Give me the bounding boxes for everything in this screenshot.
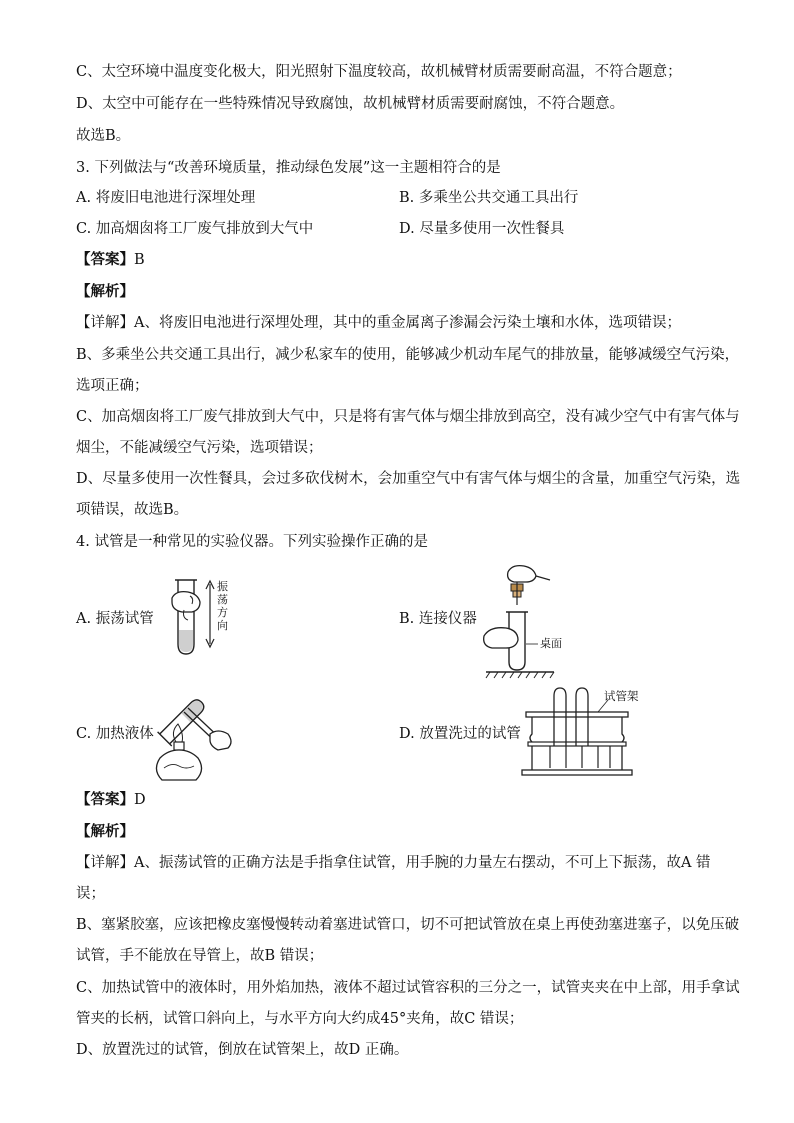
q4-answer — [76, 790, 146, 810]
q3-option-b: B. 多乘坐公共交通工具出行 — [399, 190, 579, 206]
q4-detail-line: 误； — [76, 886, 105, 902]
q4-analysis-label: 【解析】 — [76, 823, 134, 840]
q3-option-c: C. 加高烟囱将工厂废气排放到大气中 — [76, 221, 314, 237]
prev-option-d-explanation: D、太空中可能存在一些特殊情况导致腐蚀，故机械臂材质需要耐腐蚀，不符合题意。 — [76, 96, 625, 112]
q4-detail-line: 【详解】A、振荡试管的正确方法是手指拿住试管，用手腕的力量左右摆动，不可上下振荡，故A 错 — [76, 855, 711, 871]
q3-detail-line: 烟尘，不能减缓空气污染，选项错误； — [76, 440, 323, 456]
answer-label: 【答案】 — [76, 791, 134, 808]
q3-option-d: D. 尽量多使用一次性餐具 — [399, 221, 565, 237]
answer-label: 【答案】 — [76, 251, 134, 268]
q4-detail-line: D、放置洗过的试管，倒放在试管架上，故D 正确。 — [76, 1042, 409, 1058]
q3-detail-line: B、多乘坐公共交通工具出行，减少私家车的使用，能够减少机动车尾气的排放量，能够减缓空气污染， — [76, 347, 740, 363]
q3-analysis-label: 【解析】 — [76, 283, 134, 300]
answer-value: D — [134, 792, 146, 808]
q4-detail-line: B、塞紧胶塞，应该把橡皮塞慢慢转动着塞进试管口，切不可把试管放在桌上再使劲塞进塞子，以免压破 — [76, 917, 740, 933]
shake-direction-label: 振荡方向 — [217, 580, 228, 632]
prev-option-c-explanation: C、太空环境中温度变化极大，阳光照射下温度较高，故机械臂材质需要耐高温，不符合题意； — [76, 64, 682, 80]
q3-detail-line: D、尽量多使用一次性餐具，会过多砍伐树木，会加重空气中有害气体与烟尘的含量，加重空气污染，选 — [76, 471, 741, 487]
q3-answer — [76, 250, 145, 270]
answer-value: B — [134, 252, 145, 268]
q4-option-b: B. 连接仪器 — [399, 611, 477, 627]
q4-stem: 4. 试管是一种常见的实验仪器。下列实验操作正确的是 — [76, 534, 428, 550]
table-label: 桌面 — [540, 637, 562, 650]
q4-detail-line: C、加热试管中的液体时，用外焰加热，液体不超过试管容积的三分之一，试管夹夹在中上部，用手拿试 — [76, 980, 740, 996]
figure-connect-apparatus — [480, 560, 570, 680]
figure-heat-liquid — [148, 684, 244, 784]
q3-stem: 3. 下列做法与“改善环境质量，推动绿色发展”这一主题相符合的是 — [76, 160, 501, 176]
q4-option-a: A. 振荡试管 — [76, 611, 154, 627]
q3-detail-line: 项错误，故选B。 — [76, 502, 189, 518]
prev-select-conclusion: 故选B。 — [76, 128, 131, 144]
q4-option-c: C. 加热液体 — [76, 726, 154, 742]
q3-detail-line: C、加高烟囱将工厂废气排放到大气中，只是将有害气体与烟尘排放到高空，没有减少空气中有害气体与 — [76, 409, 740, 425]
q3-option-a: A. 将废旧电池进行深埋处理 — [76, 190, 256, 206]
q4-detail-line: 试管，手不能放在导管上，故B 错误； — [76, 948, 324, 964]
q4-detail-line: 管夹的长柄，试管口斜向上，与水平方向大约成45°夹角，故C 错误； — [76, 1011, 524, 1027]
q4-option-d: D. 放置洗过的试管 — [399, 726, 521, 742]
rack-label: 试管架 — [604, 689, 639, 703]
q3-detail-line: 选项正确； — [76, 378, 149, 394]
q3-detail-line: 【详解】A、将废旧电池进行深埋处理，其中的重金属离子渗漏会污染土壤和水体，选项错误； — [76, 315, 681, 331]
